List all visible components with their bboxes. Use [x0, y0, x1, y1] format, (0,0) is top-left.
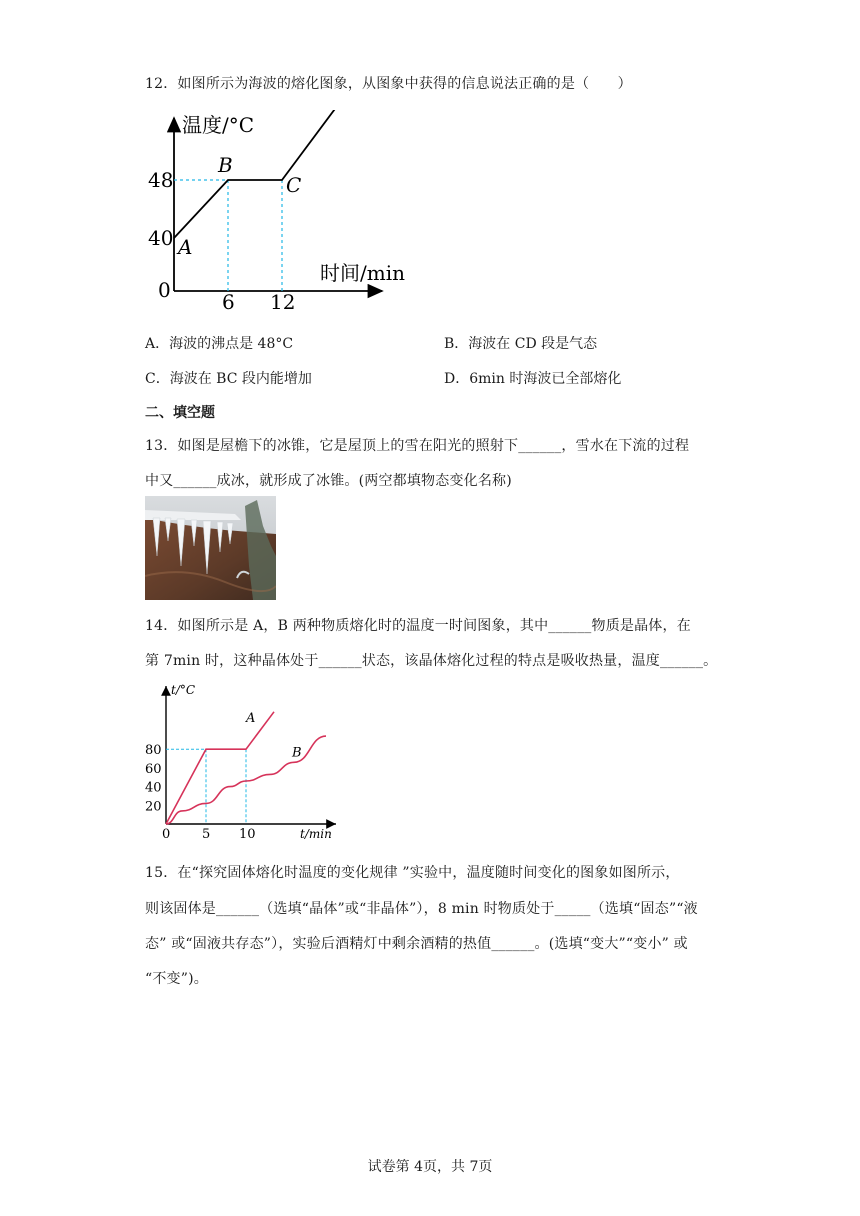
- q14-x-tick-10: 10: [239, 827, 256, 842]
- question-15-line-2: 则该固体是______（选填“晶体”或“非晶体”），8 min 时物质处于_____（选填“固态”“液: [145, 901, 698, 917]
- page-footer: 试卷第 4页，共 7页: [367, 1159, 493, 1175]
- q12-option-d: D．6min 时海波已全部熔化: [444, 371, 622, 387]
- q12-option-c: C．海波在 BC 段内能增加: [145, 371, 312, 387]
- q14-y-tick-80: 80: [145, 743, 162, 759]
- q14-x-tick-5: 5: [202, 827, 211, 842]
- q12-x-tick-12: 12: [270, 290, 296, 310]
- q14-series-a-label: A: [246, 710, 256, 726]
- q12-y-tick-48: 48: [148, 168, 174, 192]
- question-13-line-2: 中又______成冰，就形成了冰锥。(两空都填物态变化名称): [145, 473, 512, 489]
- question-14-line-2: 第 7min 时，这种晶体处于______状态，该晶体熔化过程的特点是吸收热量，温度______。: [145, 653, 718, 669]
- q14-series-b-label: B: [292, 745, 302, 761]
- q12-y-axis-label: 温度/°C: [182, 113, 255, 137]
- q14-x-tick-0: 0: [162, 827, 171, 842]
- q14-y-axis-label: t/°C: [171, 683, 196, 697]
- q12-x-tick-0: 0: [158, 278, 171, 302]
- q14-melting-graph: [140, 680, 350, 849]
- q14-x-axis-label: t/min: [300, 827, 332, 841]
- question-15-line-1: 15．在“探究固体熔化时温度的变化规律 ”实验中，温度随时间变化的图象如图所示，: [145, 865, 680, 881]
- q14-y-tick-40: 40: [145, 780, 162, 796]
- q12-melting-graph: [140, 110, 420, 314]
- q12-x-axis-label: 时间/min: [320, 261, 405, 285]
- question-15-line-3: 态” 或“固液共存态”），实验后酒精灯中剩余酒精的热值______。(选填“变大”“变小” 或: [145, 936, 688, 952]
- question-12-stem: 12．如图所示为海波的熔化图象，从图象中获得的信息说法正确的是（ ）: [145, 76, 632, 92]
- q14-y-tick-60: 60: [145, 761, 162, 777]
- q14-chart-svg: [140, 680, 350, 845]
- q12-option-a: A．海波的沸点是 48°C: [145, 336, 294, 352]
- question-15-line-4: “不变”)。: [145, 971, 208, 987]
- q12-option-b: B．海波在 CD 段是气态: [444, 336, 598, 352]
- q12-point-label-A: A: [178, 235, 193, 259]
- q12-y-tick-40: 40: [148, 226, 174, 250]
- q12-chart-svg: [140, 110, 420, 310]
- q12-point-label-C: C: [286, 173, 302, 197]
- section-title: 二、填空题: [145, 405, 215, 421]
- q12-point-label-B: B: [218, 153, 233, 177]
- question-13-line-1: 13．如图是屋檐下的冰锥，它是屋顶上的雪在阳光的照射下______，雪水在下流的过程: [145, 438, 690, 454]
- q14-series-a-line: [166, 712, 274, 824]
- question-14-line-1: 14．如图所示是 A，B 两种物质熔化时的温度一时间图象，其中______物质是晶体，在: [145, 618, 691, 634]
- icicle-photo: [145, 496, 276, 600]
- q12-x-tick-6: 6: [222, 290, 235, 310]
- icicle-photo-illustration: [145, 496, 276, 600]
- q14-y-tick-20: 20: [145, 799, 162, 815]
